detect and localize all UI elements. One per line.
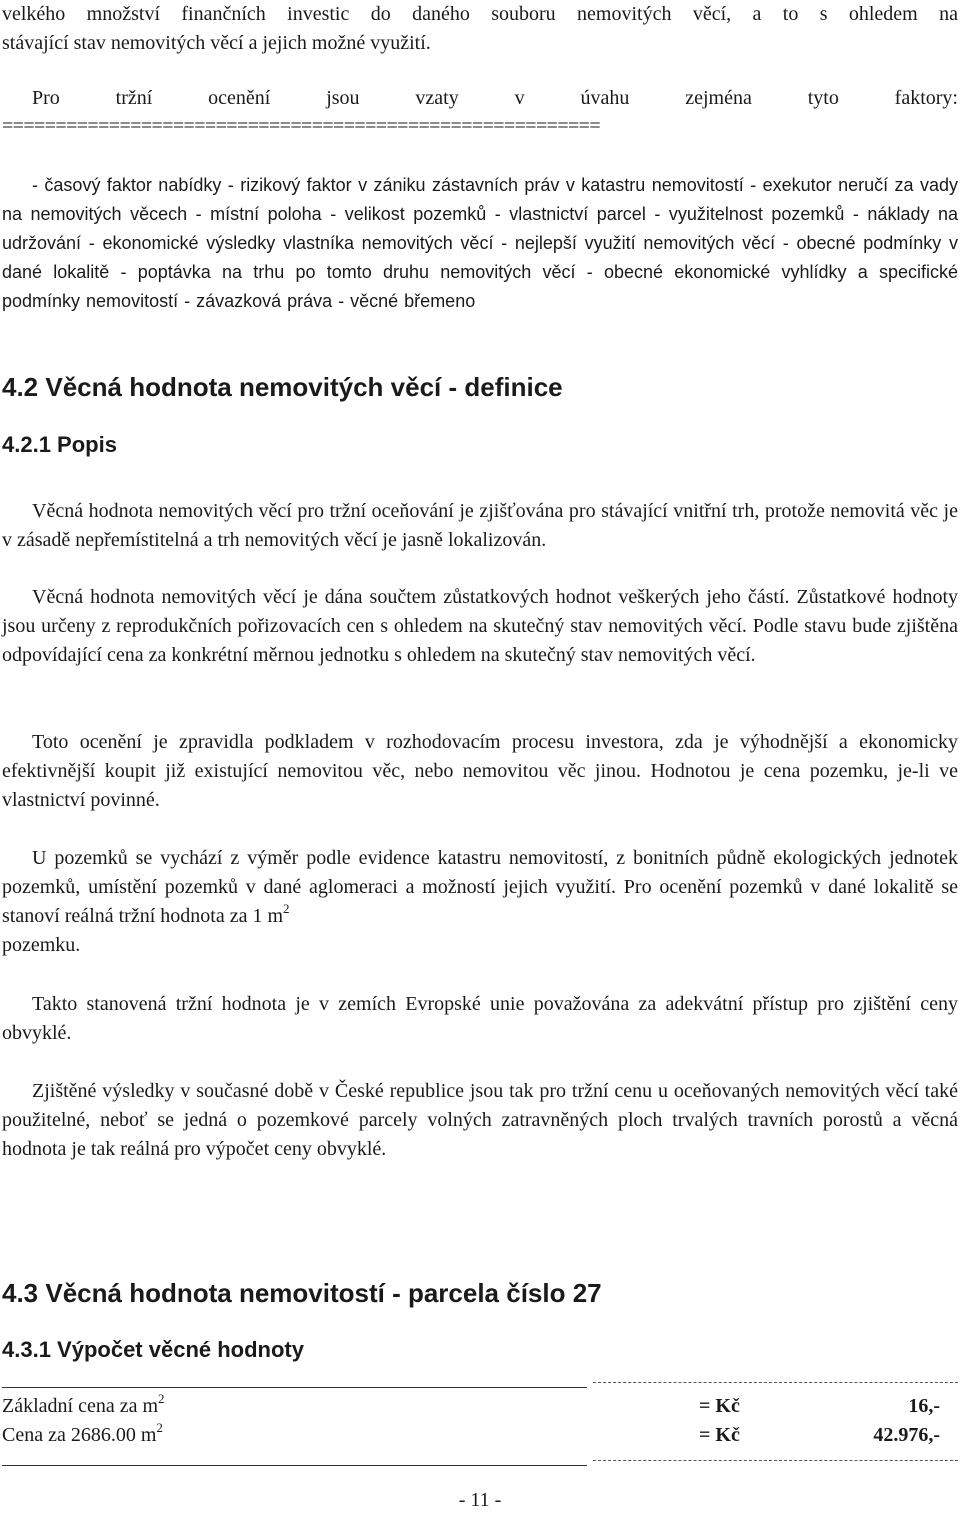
calc-top-rule — [2, 1387, 587, 1388]
heading-4-2: 4.2 Věcná hodnota nemovitých věcí - definice — [2, 372, 563, 402]
calc-top-dashed-rule — [593, 1382, 958, 1383]
calc-label: Cena za 2686.00 $m^2$ — [2, 1420, 163, 1446]
calc-bottom-dashed-rule — [593, 1460, 958, 1461]
paragraph-2: Věcná hodnota nemovitých věcí je dána součtem zůstatkových hodnot veškerých jeho částí. Zůstatkové hodnoty jsou určeny z reprodukčních pořizovacích cen s ohledem na skutečný stav nemovitých věcí. Podle stavu bude zjištěna odpovídající cena za konkrétní měrnou jednotku s ohledem na skutečný stav nemovitých věcí. — [2, 586, 958, 666]
factors-list: - časový faktor nabídky - rizikový faktor v zániku zástavních práv v katastru nemovitostí - exekutor neručí za vady na nemovitých věcech - místní poloha - velikost pozemků - vlastnictví parcel - využitelnost pozemků - náklady na udržování - ekonomické výsledky vlastníka nemovitých věcí - nejlepší využití nemovitých věcí - obecné podmínky v dané lokalitě - poptávka na trhu po tomto druhu nemovitých věcí - obecné ekonomické vyhlídky a specifické podmínky nemovitostí - závazková práva - věcné břemeno — [2, 175, 958, 311]
calc-bottom-rule — [2, 1465, 587, 1466]
paragraph-4-superscript: 2 — [283, 901, 290, 916]
paragraph-4-end: pozemku. — [2, 934, 81, 956]
factors-separator: ======================================================== — [2, 115, 601, 137]
calc-currency: = Kč — [699, 1424, 740, 1446]
factors-lead: Pro tržní ocenění jsou vzaty v úvahu zejména tyto faktory: — [32, 87, 958, 109]
heading-4-3-1: 4.3.1 Výpočet věcné hodnoty — [2, 1337, 304, 1362]
heading-4-3: 4.3 Věcná hodnota nemovitostí - parcela číslo 27 — [2, 1278, 602, 1308]
paragraph-1: Věcná hodnota nemovitých věcí pro tržní oceňování je zjišťována pro stávající vnitřní trh, protože nemovitá věc je v zásadě nepřemístitelná a trh nemovitých věcí je jasně lokalizován. — [2, 500, 958, 551]
calc-value: 16,- — [908, 1395, 940, 1417]
calc-row-base-price — [2, 1392, 958, 1421]
paragraph-4 — [2, 844, 958, 931]
calc-label: Základní cena za $m^2$ — [2, 1391, 165, 1417]
calc-currency: = Kč — [699, 1395, 740, 1417]
intro-line-1: velkého množství finančních investic do daného souboru nemovitých věcí, a to s ohledem na — [2, 3, 958, 25]
heading-4-2-1: 4.2.1 Popis — [2, 432, 117, 457]
paragraph-4-text: U pozemků se vychází z výměr podle evidence katastru nemovitostí, z bonitních půdně ekologických jednotek pozemků, umístění pozemků v dané aglomeraci a možností jejich využití. Pro ocenění pozemků v dané lokalitě se stanoví reálná tržní hodnota za 1 m — [2, 847, 958, 927]
intro-line-2: stávající stav nemovitých věcí a jejich možné využití. — [2, 32, 431, 54]
paragraph-3: Toto ocenění je zpravidla podkladem v rozhodovacím procesu investora, zda je výhodnější a ekonomicky efektivnější koupit již existující nemovitou věc, nebo nemovitou věc jinou. Hodnotou je cena pozemku, je-li ve vlastnictví povinné. — [2, 731, 958, 811]
calc-row-total-price — [2, 1421, 958, 1450]
paragraph-5: Takto stanovená tržní hodnota je v zemích Evropské unie považována za adekvátní přístup pro zjištění ceny obvyklé. — [2, 993, 958, 1044]
calc-value: 42.976,- — [873, 1424, 940, 1446]
page-number: - 11 - — [458, 1489, 502, 1511]
paragraph-6: Zjištěné výsledky v současné době v České republice jsou tak pro tržní cenu u oceňovaných nemovitých věcí také použitelné, neboť se jedná o pozemkové parcely volných zatravněných ploch trvalých travních porostů a věcná hodnota je tak reálná pro výpočet ceny obvyklé. — [2, 1080, 958, 1160]
